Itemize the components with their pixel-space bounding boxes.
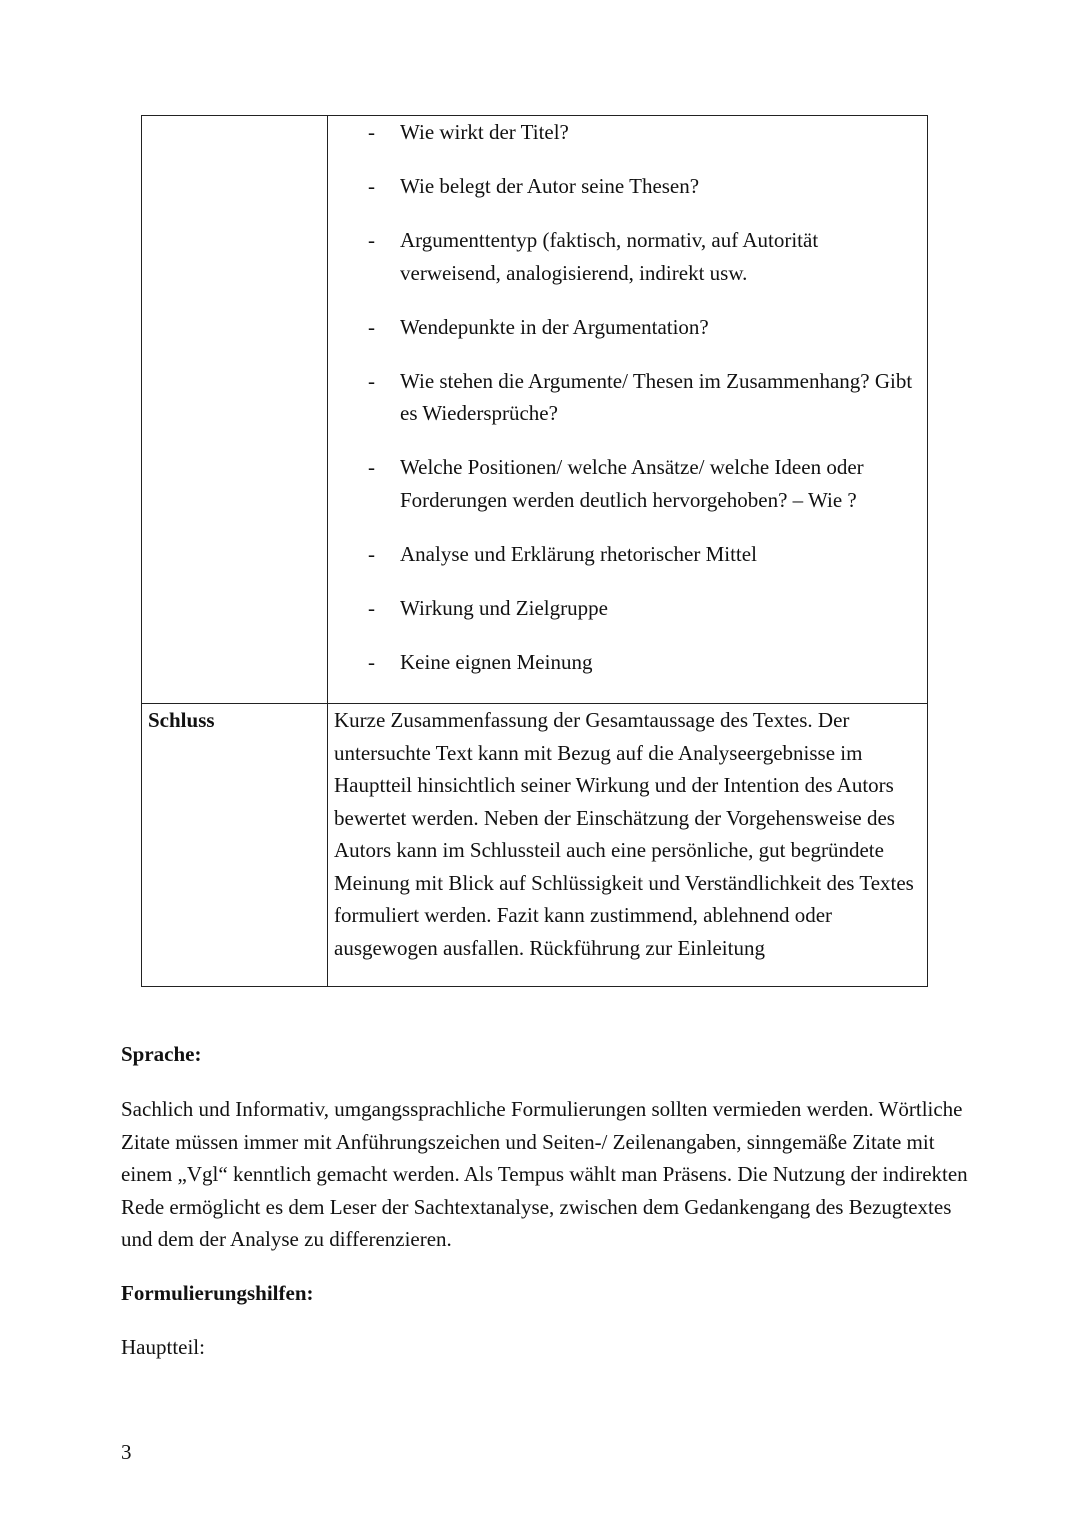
list-item [368,451,917,516]
page-number: 3 [121,1440,132,1464]
bullet-text: Analyse und Erklärung rhetorischer Mittel [400,541,757,566]
subheading-hauptteil: Hauptteil: [121,1335,205,1359]
bullet-text: Argumenttentyp (faktisch, normativ, auf Autorität verweisend, analogisierend, indirekt usw. [400,228,819,285]
list-item [368,116,917,149]
dash-marker: - [368,368,375,393]
dash-marker: - [368,595,375,620]
bullet-text: Wie wirkt der Titel? [400,120,569,144]
row-content-cell [328,704,928,987]
list-item [368,311,917,344]
dash-marker: - [368,314,375,339]
dash-marker: - [368,174,375,198]
bullet-text: Welche Positionen/ welche Ansätze/ welche Ideen oder Forderungen werden deutlich hervorgehoben? – Wie ? [400,455,864,512]
row-label-schluss: Schluss [148,708,215,732]
section-heading-formulierungshilfen: Formulierungshilfen: [121,1281,314,1305]
list-item [368,646,917,679]
section-heading-sprache: Sprache: [121,1042,202,1066]
bullet-text: Wirkung und Zielgruppe [400,595,608,620]
list-item [368,170,917,203]
bullet-text: Wie stehen die Argumente/ Thesen im Zusammenhang? Gibt es Wiedersprüche? [400,368,913,425]
dash-marker: - [368,120,375,144]
schluss-description: Kurze Zusammenfassung der Gesamtaussage des Textes. Der untersuchte Text kann mit Bezug auf die Analyseergebnisse im Hauptteil hinsichtlich seiner Wirkung und der Intention des Autors bewertet werden. Neben der Einschätzung der Vorgehensweise des Autors kann im Schlussteil auch eine persönliche, gut begründete Meinung mit Blick auf Schlüssigkeit und Verständlichkeit des Textes formuliert werden. Fazit kann zustimmend, ablehnend oder ausgewogen ausfallen. Rückführung zur Einleitung [334,708,914,960]
list-item [368,538,917,571]
list-item [368,224,917,289]
row-content-cell [328,116,928,704]
table-row [142,704,928,987]
dash-marker: - [368,541,375,566]
row-label-cell [142,704,328,987]
bullet-text: Keine eignen Meinung [400,649,593,674]
dash-marker: - [368,228,375,252]
list-item [368,592,917,625]
sprache-paragraph: Sachlich und Informativ, umgangssprachliche Formulierungen sollten vermieden werden. Wörtliche Zitate müssen immer mit Anführungszeichen und Seiten-/ Zeilenangaben, sinngemäße Zitate mit einem „Vgl“ kenntlich gemacht werden. Als Tempus wählt man Präsens. Die Nutzung der indirekten Rede ermöglicht es dem Leser der Sachtextanalyse, zwischen dem Gedankengang des Bezugtextes und dem der Analyse zu differenzieren. [121,1097,968,1251]
dash-marker: - [368,455,375,479]
dash-marker: - [368,649,375,674]
bullet-list [328,116,927,692]
table-row [142,116,928,704]
bullet-text: Wendepunkte in der Argumentation? [400,314,709,339]
list-item [368,365,917,430]
bullet-text: Wie belegt der Autor seine Thesen? [400,174,700,198]
analysis-structure-table [141,115,928,987]
row-label-cell [142,116,328,704]
